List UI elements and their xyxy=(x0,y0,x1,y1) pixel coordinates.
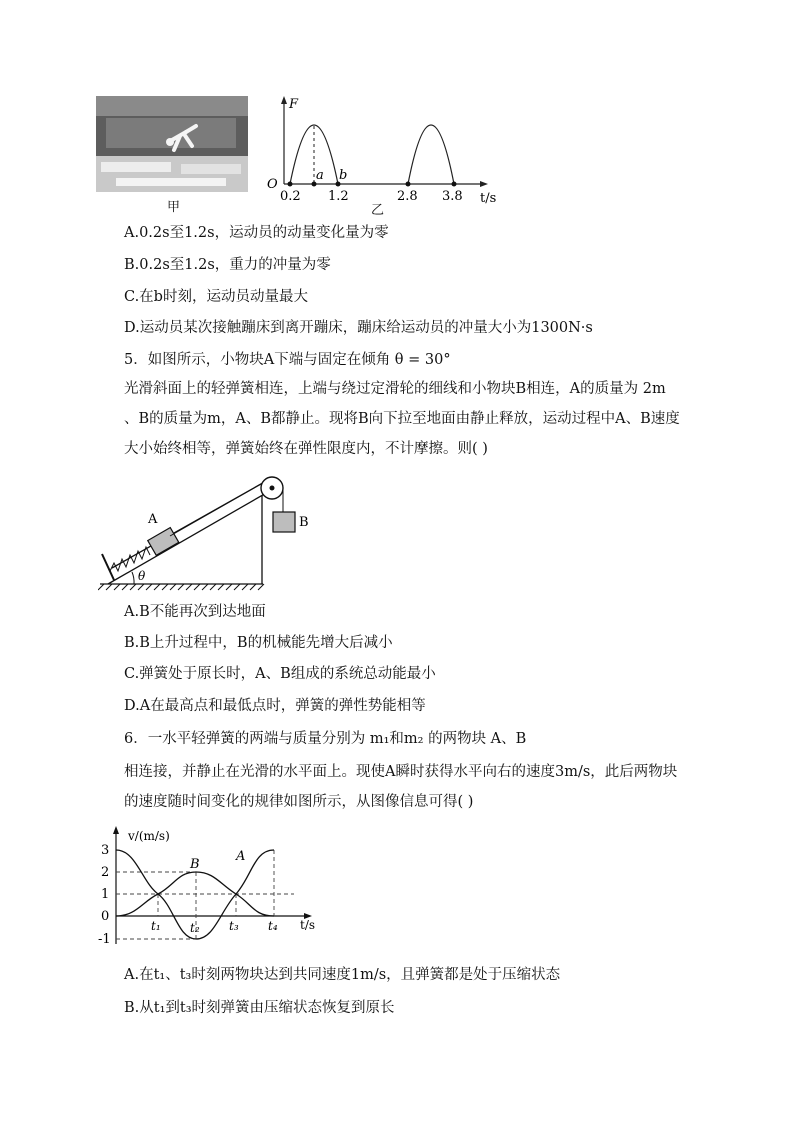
x-tick-t3: t₃ xyxy=(229,919,239,933)
q5-option-c: C.弹簧处于原长时，A、B组成的系统总动能最小 xyxy=(124,666,436,682)
q5-stem-line-1: 5．如图所示，小物块A下端与固定在倾角 θ = 30° xyxy=(124,352,451,368)
force-time-graph xyxy=(262,92,512,212)
x-axis-label: t/s xyxy=(300,918,316,932)
point-a-label: a xyxy=(316,168,324,183)
y-axis-label: F xyxy=(289,97,299,112)
y-tick-0: 0 xyxy=(101,909,110,924)
q6-option-a: A.在t₁、t₃时刻两物块达到共同速度1m/s，且弹簧都是处于压缩状态 xyxy=(124,967,561,983)
q5-stem-line-2: 光滑斜面上的轻弹簧相连，上端与绕过定滑轮的细线和小物块B相连，A的质量为 2m xyxy=(124,381,666,397)
incline-pulley-figure xyxy=(98,468,318,592)
q6-option-b: B.从t₁到t₃时刻弹簧由压缩状态恢复到原长 xyxy=(124,1000,395,1016)
angle-theta-label: θ xyxy=(138,569,146,583)
origin-label: O xyxy=(267,177,278,192)
point-b-label: b xyxy=(339,168,348,183)
tick-0.2: 0.2 xyxy=(280,189,301,204)
q5-option-a: A.B不能再次到达地面 xyxy=(124,604,266,620)
trampoline-photo xyxy=(96,96,248,192)
x-axis-label: t/s xyxy=(480,191,497,206)
q4-option-d: D.运动员某次接触蹦床到离开蹦床，蹦床给运动员的冲量大小为1300N·s xyxy=(124,320,593,336)
q6-stem-line-1: 6．一水平轻弹簧的两端与质量分别为 m₁和m₂ 的两物块 A、B xyxy=(124,731,527,747)
q5-option-b: B.B上升过程中，B的机械能先增大后减小 xyxy=(124,635,393,651)
tick-dot-2.8 xyxy=(406,182,411,187)
q6-stem-line-3: 的速度随时间变化的规律如图所示，从图像信息可得( ) xyxy=(124,794,474,810)
y-tick-neg1: -1 xyxy=(98,932,111,947)
tick-2.8: 2.8 xyxy=(397,189,418,204)
q4-option-b: B.0.2s至1.2s，重力的冲量为零 xyxy=(124,257,331,273)
y-tick-3: 3 xyxy=(101,843,110,858)
tick-3.8: 3.8 xyxy=(442,189,463,204)
x-tick-t1: t₁ xyxy=(151,919,161,933)
y-axis-label: v/(m/s) xyxy=(128,829,170,843)
curve-a-label: A xyxy=(236,849,246,864)
tick-dot-0.2 xyxy=(288,182,293,187)
q4-option-a: A.0.2s至1.2s，运动员的动量变化量为零 xyxy=(124,225,389,241)
q4-option-c: C.在b时刻，运动员动量最大 xyxy=(124,289,308,305)
y-tick-2: 2 xyxy=(101,865,110,880)
block-a-label: A xyxy=(148,512,158,527)
block-b-label: B xyxy=(299,515,309,530)
q5-stem-line-3: 、B的质量为m，A、B都静止。现将B向下拉至地面由静止释放，运动过程中A、B速度 xyxy=(124,411,680,427)
figure-jia-caption: 甲 xyxy=(167,200,181,215)
curve-b-label: B xyxy=(190,857,200,872)
q5-option-d: D.A在最高点和最低点时，弹簧的弹性势能相等 xyxy=(124,698,426,714)
velocity-time-graph xyxy=(98,822,328,952)
x-tick-t2: t₂ xyxy=(190,921,200,935)
tick-dot-3.8 xyxy=(452,182,457,187)
tick-1.2: 1.2 xyxy=(328,189,349,204)
x-tick-t4: t₄ xyxy=(268,919,278,933)
q6-stem-line-2: 相连接，并静止在光滑的水平面上。现使A瞬时获得水平向右的速度3m/s，此后两物块 xyxy=(124,764,678,780)
y-tick-1: 1 xyxy=(101,887,110,902)
figure-yi-caption: 乙 xyxy=(371,203,385,218)
q5-stem-line-4: 大小始终相等，弹簧始终在弹性限度内，不计摩擦。则( ) xyxy=(124,441,488,457)
